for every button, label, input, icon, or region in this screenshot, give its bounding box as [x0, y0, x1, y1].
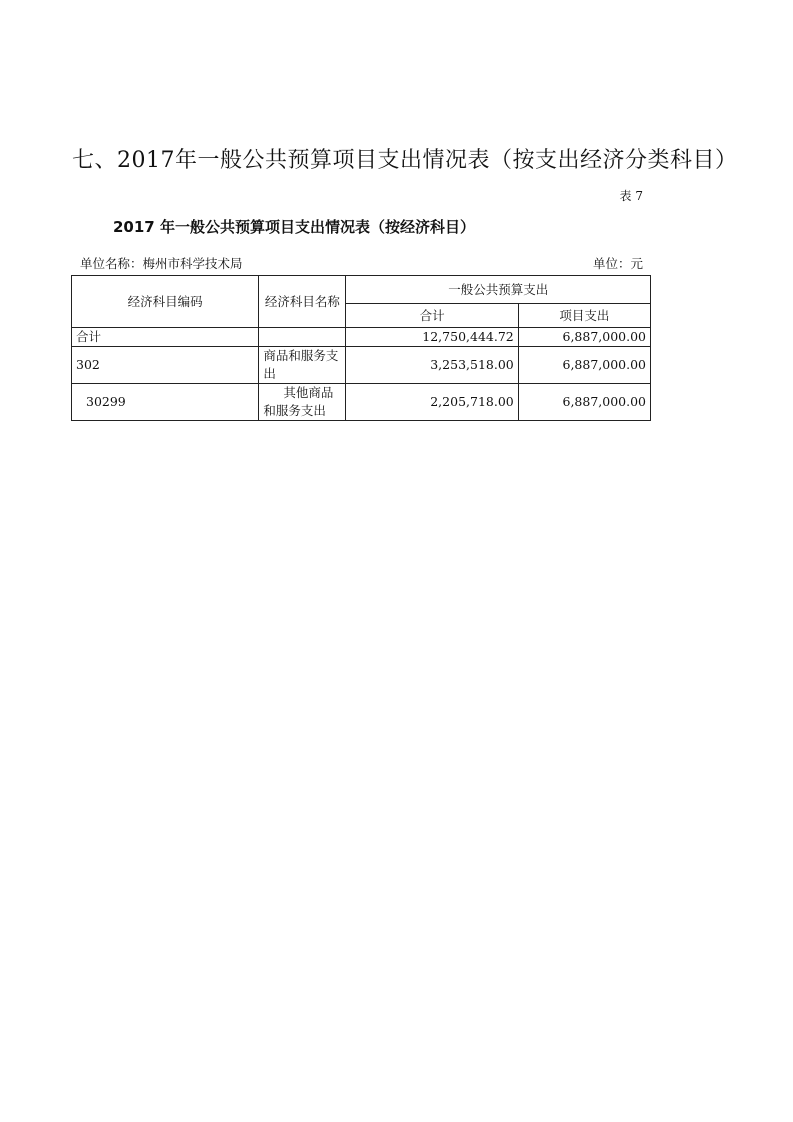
- header-project-expenditure: 项目支出: [518, 304, 650, 328]
- table-row: [72, 347, 651, 384]
- row-project: 6,887,000.00: [518, 347, 650, 384]
- row-total: 3,253,518.00: [346, 347, 518, 384]
- row-code: 302: [72, 347, 259, 384]
- row-code: 合计: [72, 328, 259, 347]
- table-number: 表 7: [619, 189, 643, 203]
- header-total: 合计: [346, 304, 518, 328]
- table-title: 2017 年一般公共预算项目支出情况表（按经济科目）: [113, 218, 475, 236]
- row-total: 12,750,444.72: [346, 328, 518, 347]
- table-row: [72, 384, 651, 421]
- table-meta-row: [80, 254, 643, 272]
- row-code: 30299: [72, 384, 259, 421]
- currency-unit-label: 单位：元: [592, 256, 643, 271]
- row-project: 6,887,000.00: [518, 328, 650, 347]
- section-heading: 七、2017年一般公共预算项目支出情况表（按支出经济分类科目）: [72, 148, 738, 173]
- row-total: 2,205,718.00: [346, 384, 518, 421]
- row-name: [259, 328, 346, 347]
- header-row-top: [72, 276, 651, 304]
- unit-name-label: 单位名称：梅州市科学技术局: [80, 256, 243, 271]
- row-name: 其他商品和服务支出: [259, 384, 346, 421]
- expenditure-table: [71, 275, 651, 421]
- table-row: [72, 328, 651, 347]
- header-economic-code: 经济科目编码: [72, 276, 259, 328]
- header-economic-name: 经济科目名称: [259, 276, 346, 328]
- header-general-budget-group: 一般公共预算支出: [346, 276, 651, 304]
- row-project: 6,887,000.00: [518, 384, 650, 421]
- row-name: 商品和服务支出: [259, 347, 346, 384]
